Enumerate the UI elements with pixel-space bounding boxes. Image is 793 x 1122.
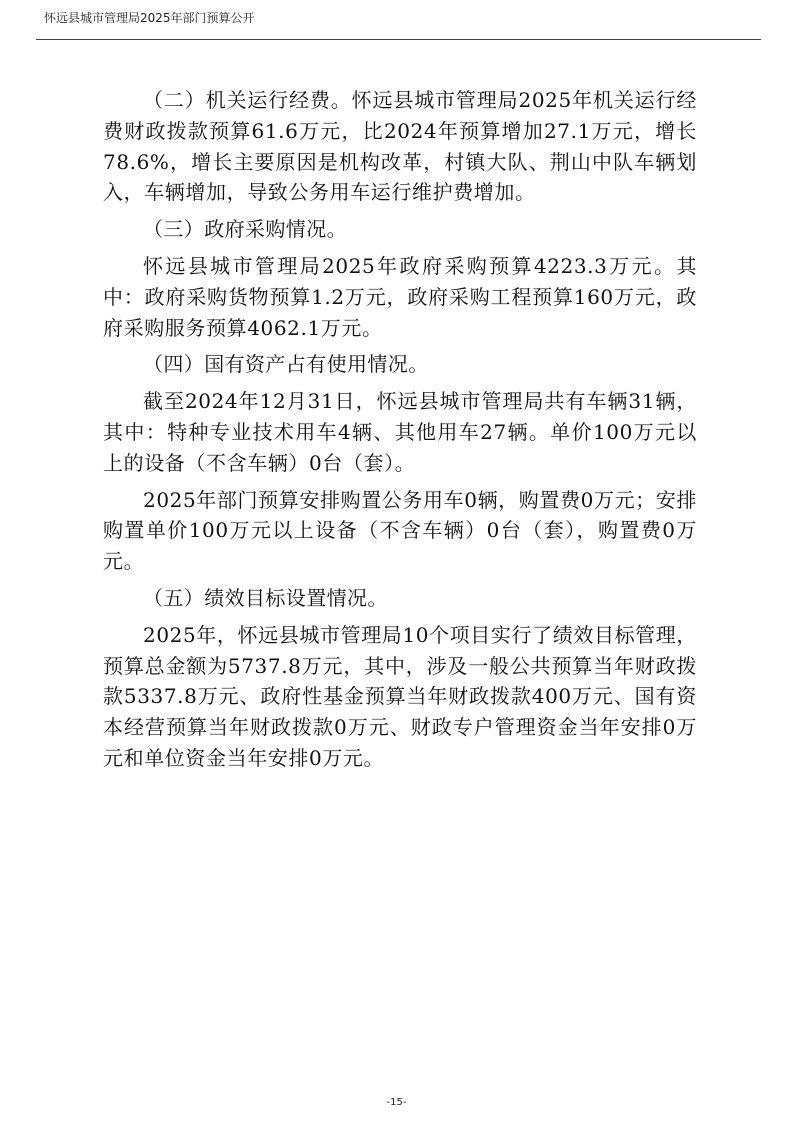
section-4-text-1: 截至2024年12月31日，怀远县城市管理局共有车辆31辆，其中：特种专业技术用车4辆、其他用车27辆。单价100万元以上的设备（不含车辆）0台（套）。 xyxy=(103,389,697,475)
section-5-heading: （五）绩效目标设置情况。 xyxy=(143,585,388,610)
page-number: -15- xyxy=(386,1097,407,1108)
page-header-title: 怀远县城市管理局2025年部门预算公开 xyxy=(44,11,255,25)
section-2-text: 怀远县城市管理局2025年机关运行经费财政拨款预算61.6万元，比2024年预算增加27.1万元，增长78.6%，增长主要原因是机构改革，村镇大队、荆山中队车辆划入，车辆增加，导致公务用车运行维护费增加。 xyxy=(103,88,697,205)
section-2-paragraph xyxy=(103,85,697,208)
header-divider xyxy=(36,39,761,40)
section-5-text: 2025年，怀远县城市管理局10个项目实行了绩效目标管理，预算总金额为5737.8万元，其中，涉及一般公共预算当年财政拨款5337.8万元、政府性基金预算当年财政拨款400万元、国有资本经营预算当年财政拨款0万元、财政专户管理资金当年安排0万元和单位资金当年安排0万元。 xyxy=(103,622,697,770)
section-3-heading: （三）政府采购情况。 xyxy=(143,217,347,242)
section-2-heading: （二）机关运行经费。 xyxy=(143,88,352,112)
section-4-heading: （四）国有资产占有使用情况。 xyxy=(143,352,429,377)
section-3-text: 怀远县城市管理局2025年政府采购预算4223.3万元。其中：政府采购货物预算1.2万元，政府采购工程预算160万元，政府采购服务预算4062.1万元。 xyxy=(103,253,697,340)
section-4-text-2: 2025年部门预算安排购置公务用车0辆，购置费0万元；安排购置单价100万元以上设备（不含车辆）0台（套），购置费0万元。 xyxy=(103,487,697,574)
document-body xyxy=(103,85,697,774)
